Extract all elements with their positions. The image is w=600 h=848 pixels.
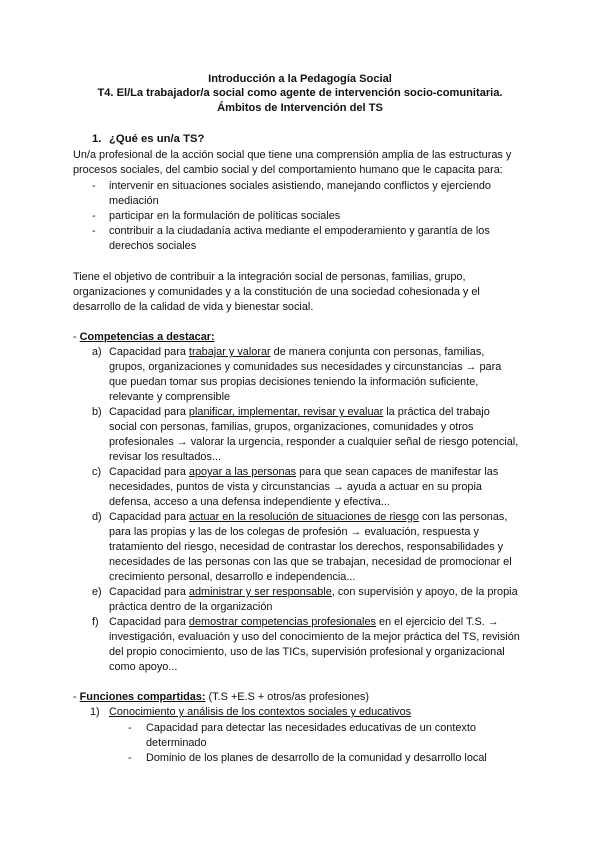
item-underlined: planificar, implementar, revisar y evaluar — [188, 406, 384, 418]
objective-line: Tiene el objetivo de contribuir a la integración social de personas, familias, grupo, — [73, 271, 466, 283]
competencia-item — [109, 405, 490, 420]
bullet-dash: - — [92, 210, 96, 222]
bullet-item: intervenir en situaciones sociales asistiendo, manejando conflictos y ejerciendo — [109, 180, 491, 192]
item-cont: revisar los resultados... — [109, 451, 221, 463]
item-pre: Capacidad para — [109, 346, 189, 358]
intro-line: Un/a profesional de la acción social que tiene una comprensión amplia de las estructuras y — [73, 149, 512, 161]
bullet-item-cont: derechos sociales — [109, 240, 197, 252]
sub-bullet-item: Capacidad para detectar las necesidades educativas de un contexto — [146, 722, 476, 734]
item-pre: Capacidad para — [109, 466, 189, 478]
item-post: para que sean capaces de manifestar las — [296, 466, 499, 478]
item-post: la práctica del trabajo — [383, 406, 490, 418]
intro-line: procesos sociales, del cambio social y del comportamiento humano que le capacita para: — [73, 164, 503, 176]
bullet-dash: - — [128, 752, 132, 764]
competencias-heading: Competencias a destacar: — [79, 331, 215, 343]
item-underlined: trabajar y valorar — [188, 346, 271, 358]
item-pre: Capacidad para — [109, 511, 189, 523]
item-cont: investigación, evaluación y uso del conocimiento de la mejor práctica del TS, revisión — [109, 631, 520, 643]
competencia-item — [109, 510, 507, 525]
item-post: con las personas, — [418, 511, 508, 523]
item-cont: que puedan tomar sus propias decisiones teniendo la información suficiente, — [109, 376, 479, 388]
item-cont: social con personas, familias, grupos, organizaciones, comunidades y otros — [109, 421, 474, 433]
item-cont: necesidades de las personas con las que se trabajan, necesidad de promocionar el — [109, 556, 512, 568]
document-title: Introducción a la Pedagogía Social — [208, 73, 392, 85]
item-pre: Capacidad para — [109, 406, 189, 418]
competencia-item — [109, 585, 518, 600]
objective-line: desarrollo de la calidad de vida y bienestar social. — [73, 301, 314, 313]
bullet-item: participar en la formulación de políticas sociales — [109, 210, 341, 222]
item-cont: como apoyo... — [109, 661, 178, 673]
document-subtitle-2: Ámbitos de Intervención del TS — [217, 102, 383, 114]
item-label: b) — [92, 406, 102, 418]
bullet-dash: - — [128, 722, 132, 734]
item-underlined: actuar en la resolución de situaciones de riesgo — [188, 511, 419, 523]
item-cont: grupos, organizaciones y comunidades sus necesidades y circunstancias → para — [109, 361, 502, 373]
item-cont: relevante y comprensible — [109, 391, 231, 403]
item-label: c) — [92, 466, 102, 478]
sub-bullet-item-cont: determinado — [146, 737, 207, 749]
section-heading: ¿Qué es un/a TS? — [109, 133, 205, 145]
objective-line: organizaciones y comunidades y a la constitución de una sociedad cohesionada y el — [73, 286, 480, 298]
item-label: d) — [92, 511, 102, 523]
document-subtitle: T4. El/La trabajador/a social como agente de intervención socio-comunitaria. — [97, 87, 503, 99]
item-underlined: apoyar a las personas — [188, 466, 297, 478]
item-pre: Capacidad para — [109, 586, 189, 598]
item-label: f) — [92, 616, 99, 628]
dash-prefix: - — [73, 331, 80, 343]
item-cont: necesidades, puntos de vista y circunstancias → ayuda a actuar en su propia — [109, 481, 482, 493]
item-pre: Capacidad para — [109, 616, 189, 628]
item-cont: tratamiento del riesgo, necesidad de contrastar los derechos, responsabilidades y — [109, 541, 504, 553]
competencia-item — [109, 465, 498, 480]
item-post: de manera conjunta con personas, familias, — [270, 346, 485, 358]
item-label: e) — [92, 586, 102, 598]
item-post: en el ejercicio del T.S. → — [375, 616, 499, 628]
bullet-dash: - — [92, 180, 96, 192]
bullet-item: contribuir a la ciudadanía activa mediante el empoderamiento y garantía de los — [109, 225, 490, 237]
item-label: a) — [92, 346, 102, 358]
item-post: , con supervisión y apoyo, de la propia — [331, 586, 518, 598]
item-cont: crecimiento personal, desarrollo e independencia... — [109, 571, 356, 583]
item-cont: práctica dentro de la organización — [109, 601, 273, 613]
bullet-item-cont: mediación — [109, 195, 159, 207]
funciones-heading: Funciones compartidas: — [79, 691, 206, 703]
funciones-note: (T.S +E.S + otros/as profesiones) — [205, 691, 369, 703]
section-number: 1. — [92, 133, 102, 145]
bullet-dash: - — [92, 225, 96, 237]
item-cont: defensa, acceso a una defensa independiente y efectiva... — [109, 496, 390, 508]
funciones-heading-line — [73, 690, 369, 705]
item-cont: profesionales → valorar la urgencia, responder a cualquier señal de riesgo potencial, — [109, 436, 519, 448]
funciones-item: Conocimiento y análisis de los contextos sociales y educativos — [109, 706, 412, 718]
item-cont: del propio conocimiento, uso de las TICs, supervisión profesional y organizacional — [109, 646, 505, 658]
item-underlined: administrar y ser responsable — [188, 586, 332, 598]
competencia-item — [109, 615, 499, 630]
item-cont: para las propias y las de los colegas de profesión → evaluación, respuesta y — [109, 526, 479, 538]
competencias-heading-line — [73, 330, 215, 345]
competencia-item — [109, 345, 484, 360]
item-underlined: demostrar competencias profesionales — [188, 616, 376, 628]
dash-prefix: - — [73, 691, 80, 703]
sub-bullet-item: Dominio de los planes de desarrollo de la comunidad y desarrollo local — [146, 752, 487, 764]
item-label: 1) — [90, 706, 100, 718]
